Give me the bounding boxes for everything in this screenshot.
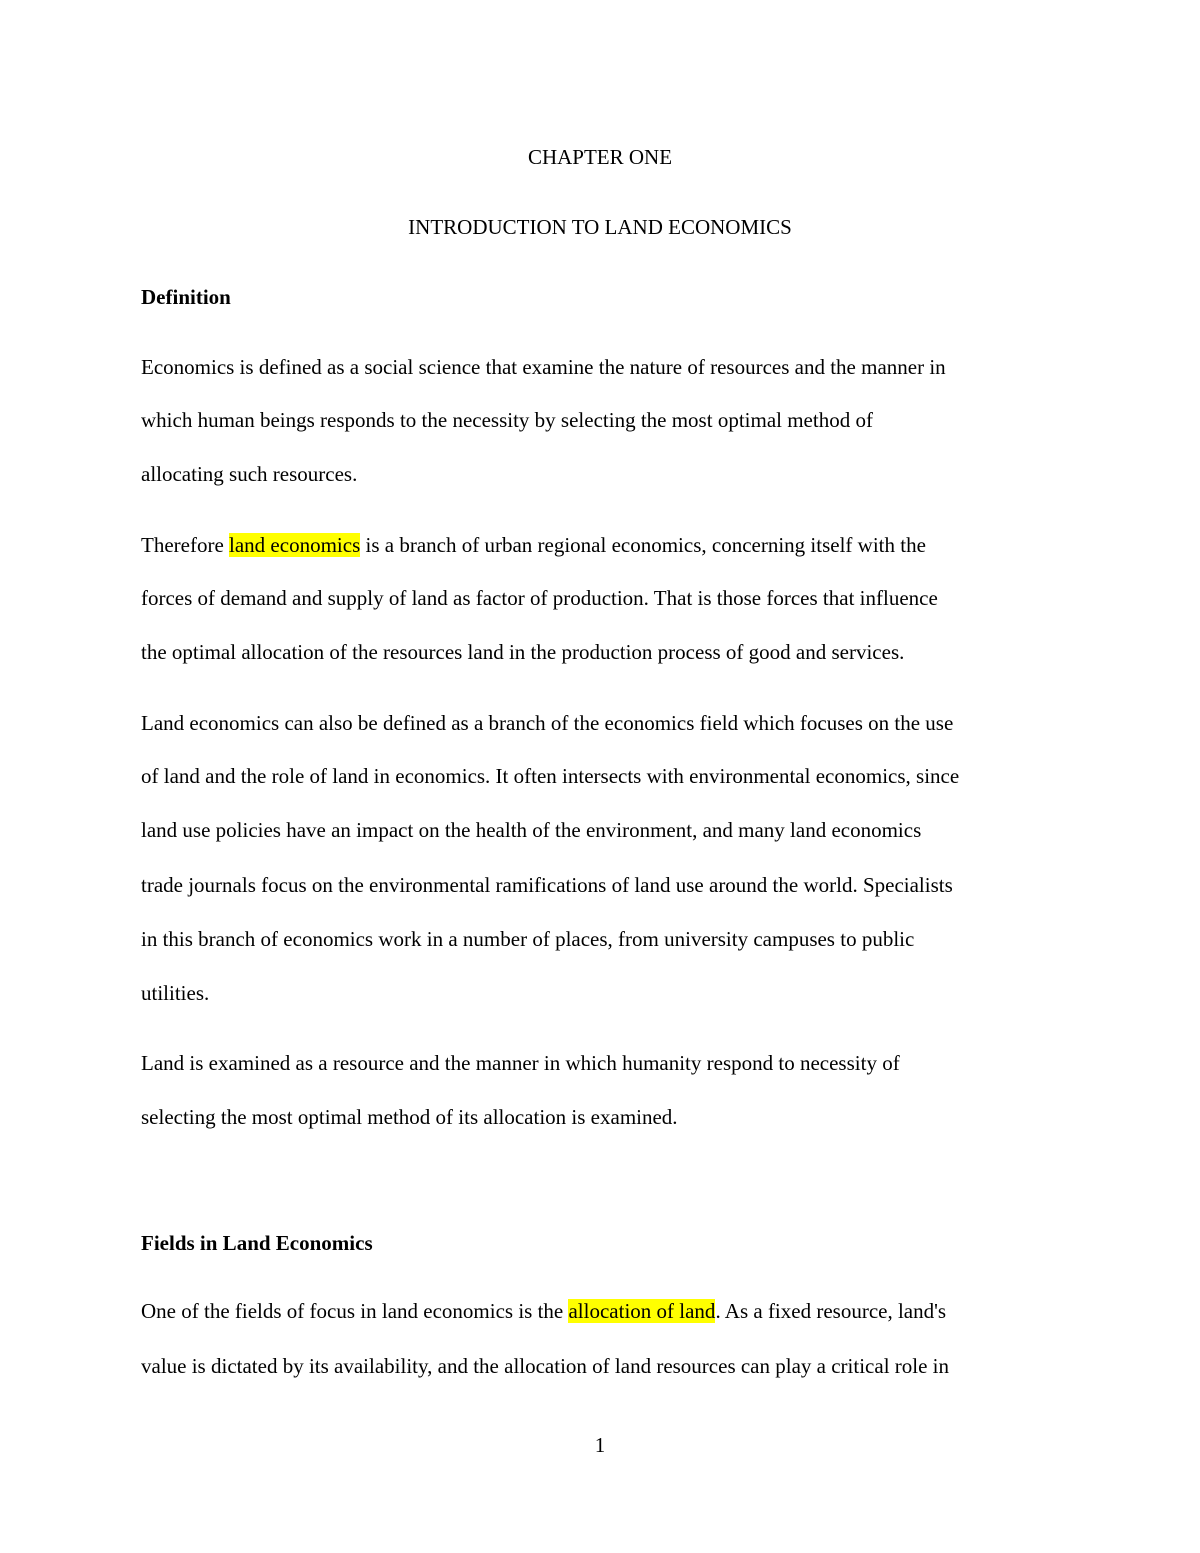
paragraph-2-text-after: is a branch of urban regional economics, concerning itself with the xyxy=(360,533,926,557)
heading-definition: Definition xyxy=(141,285,231,309)
heading-fields: Fields in Land Economics xyxy=(141,1231,373,1255)
paragraph-3-line-3: land use policies have an impact on the health of the environment, and many land economics xyxy=(141,818,922,842)
paragraph-5-line-2: value is dictated by its availability, and the allocation of land resources can play a critical role in xyxy=(141,1354,950,1378)
paragraph-3-line-4: trade journals focus on the environmental ramifications of land use around the world. Specialists xyxy=(141,873,953,897)
chapter-label: CHAPTER ONE xyxy=(527,145,673,169)
paragraph-5-text-before: One of the fields of focus in land economics is the xyxy=(141,1299,569,1323)
highlight-allocation-of-land: allocation of land xyxy=(568,1299,716,1323)
paragraph-4-line-2: selecting the most optimal method of its allocation is examined. xyxy=(141,1105,678,1129)
paragraph-3-line-6: utilities. xyxy=(141,981,210,1005)
page-number: 1 xyxy=(594,1433,606,1457)
paragraph-2-line-3: the optimal allocation of the resources land in the production process of good and services. xyxy=(141,640,905,664)
paragraph-5-line-1 xyxy=(141,1297,946,1325)
paragraph-2-line-1 xyxy=(141,531,926,559)
paragraph-2-text-before: Therefore xyxy=(141,533,230,557)
paragraph-3-line-2: of land and the role of land in economics. It often intersects with environmental economics, since xyxy=(141,764,960,788)
paragraph-5-text-after: . As a fixed resource, land's xyxy=(715,1299,947,1323)
paragraph-1-line-1: Economics is defined as a social science that examine the nature of resources and the manner in xyxy=(141,355,946,379)
paragraph-3-line-1: Land economics can also be defined as a branch of the economics field which focuses on the use xyxy=(141,711,954,735)
paragraph-4-line-1: Land is examined as a resource and the manner in which humanity respond to necessity of xyxy=(141,1051,900,1075)
highlight-land-economics: land economics xyxy=(229,533,361,557)
paragraph-1-line-3: allocating such resources. xyxy=(141,462,358,486)
paragraph-3-line-5: in this branch of economics work in a number of places, from university campuses to public xyxy=(141,927,915,951)
paragraph-2-line-2: forces of demand and supply of land as factor of production. That is those forces that influence xyxy=(141,586,938,610)
paragraph-1-line-2: which human beings responds to the necessity by selecting the most optimal method of xyxy=(141,408,873,432)
chapter-title: INTRODUCTION TO LAND ECONOMICS xyxy=(408,215,792,239)
